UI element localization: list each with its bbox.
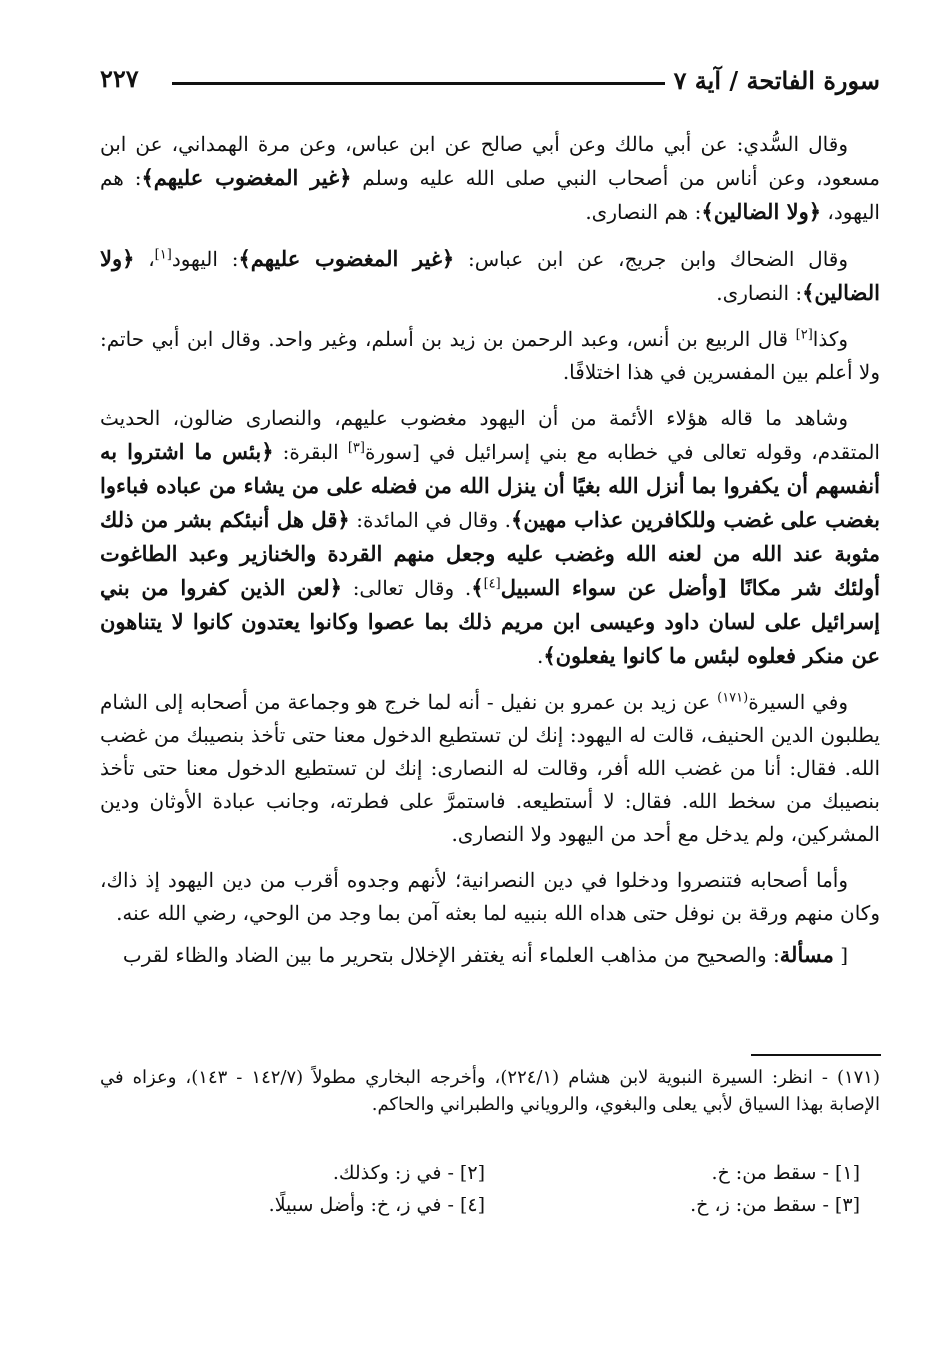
paragraph-text: : هم النصارى.: [585, 200, 702, 224]
paragraph-dahhak: [100, 242, 880, 310]
paragraph-rabi: [100, 323, 880, 389]
paragraph-sira: [100, 686, 880, 851]
footnote-4: [٤] - في ز، خ: وأضل سبيلًا.: [268, 1194, 485, 1216]
page-header: [100, 60, 880, 100]
footnote-ref: [٢]: [795, 327, 813, 343]
running-title: سورة الفاتحة / آية ٧: [673, 66, 880, 95]
footnote-3: [٣] - سقط من: ز، خ.: [690, 1194, 860, 1216]
footnote-ref: (١٧١): [717, 690, 749, 706]
footnote-1: [١] - سقط من: خ.: [711, 1162, 860, 1184]
footnote-ref: [٣]: [347, 440, 365, 456]
paragraph-text: وكذا: [812, 327, 848, 351]
page-body: [100, 128, 880, 985]
footnote-separator: [751, 1054, 881, 1056]
paragraph-text: ،: [134, 247, 155, 271]
paragraph-suddi: [100, 128, 880, 229]
paragraph-masala: [100, 938, 880, 972]
paragraph-text: عن زيد بن عمرو بن نفيل - أنه لما خرج هو وجماعة من أصحابه إلى الشام يطلبون الدين الحنيف، قالت له اليهود: إنك لن تستطيع الدخول معنا حتى تأخذ بنصيبك من غضب الله. فقال: أنا من غضب الله أفر، وقالت له النصارى: إنك لن تستطيع الدخول معنا حتى تأخذ بنصيبك من سخط الله. فقال: لا أستطيعه. فاستمرَّ على فطرته، وجانب عبادة الأوثان ودين المشركين، ولم يدخل مع أحد من اليهود ولا النصارى.: [100, 690, 880, 846]
bracket: [: [840, 943, 848, 967]
quran-quote: ﴿لعن الذين كفروا من بني إسرائيل على لسان داود وعيسى ابن مريم ذلك بما عصوا وكانوا يعتدون كانوا لا يتناهون عن منكر فعلوه لبئس ما كانوا يفعلون﴾: [100, 575, 880, 668]
paragraph-text: : اليهود: [171, 247, 239, 271]
footnote-171: (١٧١) - انظر: السيرة النبوية لابن هشام (٢٢٤/١)، وأخرجه البخاري مطولاً (١٤٢/٧ - ١٤٣)، وعزاه في الإصابة بهذا السياق لأبي يعلى والبغوي، والروياني والطبراني والحاكم.: [100, 1067, 881, 1115]
paragraph-evidence: [100, 402, 880, 673]
paragraph-text: . وقال في المائدة:: [349, 508, 512, 532]
quran-quote: ﴿غير المغضوب عليهم﴾: [238, 246, 455, 271]
quran-quote: ﴿غير المغضوب عليهم﴾: [141, 165, 352, 190]
masala-label: مسألة: [779, 942, 834, 967]
paragraph-text: .: [536, 644, 544, 668]
footnote-2: [٢] - في ز: وكذلك.: [332, 1162, 485, 1184]
paragraph-text: وقال الضحاك وابن جريج، عن ابن عباس:: [454, 247, 849, 271]
paragraph-companions: [100, 864, 880, 930]
paragraph-text: قال الربيع بن أنس، وعبد الرحمن بن زيد بن أسلم، وغير واحد. وقال ابن أبي حاتم: ولا أعلم بين المفسرين في هذا اختلافًا.: [100, 327, 880, 384]
paragraph-text: . وقال تعالى:: [341, 576, 472, 600]
paragraph-text: وفي السيرة: [748, 690, 849, 714]
paragraph-text: وشاهد ما قاله هؤلاء الأئمة من أن اليهود مغضوب عليهم، والنصارى ضالون، الحديث المتقدم، وقوله تعالى في خطابه مع بني إسرائيل في [سورة: [100, 406, 880, 464]
page-number: ٢٢٧: [100, 64, 139, 93]
paragraph-text: وأما أصحابه فتنصروا ودخلوا في دين النصرانية؛ لأنهم وجدوه أقرب من دين اليهود إذ ذاك، وكان منهم ورقة بن نوفل حتى هداه الله بنبيه لما بعثه آمن بما وجد من الوحي، رضي الله عنه.: [100, 868, 880, 925]
quran-quote: ﴿ولا الضالين﴾: [100, 246, 880, 305]
quran-quote: ﴿بئس ما اشتروا به أنفسهم أن يكفروا بما أنزل الله بغيًا أن ينزل الله من فضله على من يشاء من عباده فباءوا بغضب على غضب وللكافرين عذاب مهين﴾: [100, 439, 880, 532]
paragraph-text: : هم اليهود،: [100, 166, 880, 224]
quran-quote: ﴿ولا الضالين﴾: [701, 199, 822, 224]
paragraph-text: : النصارى.: [716, 281, 803, 305]
paragraph-text: البقرة:: [273, 440, 348, 464]
header-rule: [172, 82, 665, 85]
quran-quote: ﴿قل هل أنبئكم بشر من ذلك مثوبة عند الله من لعنه الله وغضب عليه وجعل منهم القردة والخنازير وعبد الطاغوت أولئك شر مكانًا [وأضل عن سواء السبيل: [100, 507, 880, 600]
footnote-ref: [٤]: [483, 576, 501, 592]
quran-quote: ﴾: [471, 575, 484, 600]
paragraph-text: : والصحيح من مذاهب العلماء أنه يغتفر الإخلال بتحرير ما بين الضاد والظاء لقرب: [122, 943, 780, 967]
paragraph-text: وقال السُّدي: عن أبي مالك وعن أبي صالح عن ابن عباس، وعن مرة الهمداني، عن ابن مسعود، وعن أناس من أصحاب النبي صلى الله عليه وسلم: [100, 132, 881, 190]
footnote-ref: [١]: [154, 247, 172, 263]
